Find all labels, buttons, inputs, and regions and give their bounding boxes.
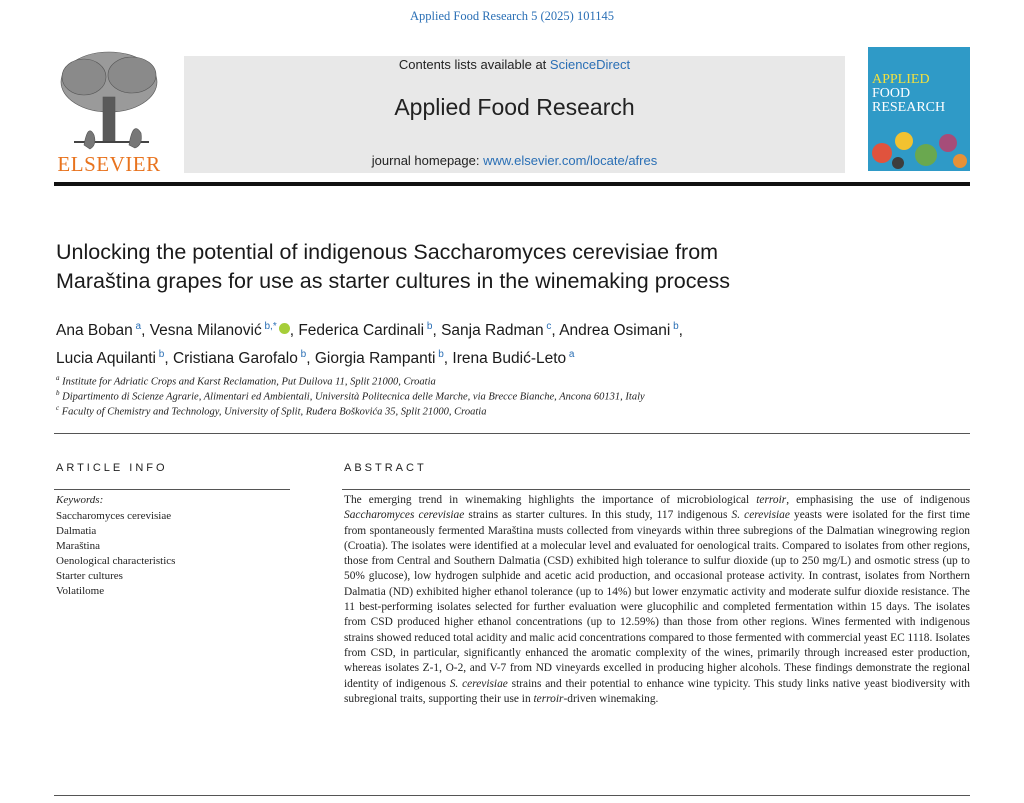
- affiliation-sup: a: [56, 374, 60, 382]
- abstract-rule: [342, 489, 970, 490]
- article-title-line-1: Unlocking the potential of indigenous Saccharomyces cerevisiae from: [56, 240, 719, 264]
- homepage-link[interactable]: www.elsevier.com/locate/afres: [483, 153, 658, 168]
- affiliation-marker[interactable]: c: [543, 321, 552, 332]
- keyword-item: Saccharomyces cerevisiae: [56, 510, 172, 522]
- header-divider: [54, 182, 970, 186]
- affiliation-marker[interactable]: b: [424, 321, 433, 332]
- article-title-line-2: Maraština grapes for use as starter cultures in the winemaking process: [56, 269, 730, 293]
- affiliation-line: [56, 374, 956, 388]
- affiliation-line: [56, 389, 956, 403]
- affiliation-marker[interactable]: b: [435, 349, 444, 361]
- keyword-item: Volatilome: [56, 585, 105, 597]
- orcid-icon[interactable]: [279, 323, 290, 334]
- contents-prefix: Contents lists available at: [398, 57, 550, 72]
- author-separator: ,: [551, 322, 560, 340]
- journal-cover-image[interactable]: [868, 47, 970, 171]
- keywords-label: Keywords:: [56, 494, 104, 506]
- author-name[interactable]: Irena Budić-Leto: [452, 350, 567, 368]
- cover-title-line-3: RESEARCH: [872, 100, 946, 115]
- homepage-prefix: journal homepage:: [371, 153, 484, 168]
- sciencedirect-link[interactable]: ScienceDirect: [549, 57, 631, 72]
- author-separator: ,: [164, 350, 173, 368]
- keyword-item: Maraština: [56, 540, 100, 552]
- affiliation-line: [56, 404, 956, 418]
- affiliation-marker[interactable]: b: [155, 349, 165, 361]
- author-separator: ,: [432, 322, 442, 340]
- author-line-1: [56, 315, 936, 343]
- author-name[interactable]: Sanja Radman: [441, 322, 544, 340]
- cover-food-illustration: [868, 119, 970, 171]
- abstract-text: The emerging trend in winemaking highlights the importance of microbiological terroir, emphasising the use of indigenous Saccharomyces cerevisiae strains as starter cultures. In this study, 117 indigenous S. cerevisiae yeasts were isolated for the first time from spontaneously fermented Maraština musts collected from vineyards within three subregions of the Dalmatian winegrowing region (Croatia). The isolates were identified at a molecular level and evaluated for oenological traits. Compared to isolates from other regions, those from Central and Southern Dalmatia (CSD) exhibited high tolerance to sulfur dioxide (up to 250 mg/L) and osmotic stress (up to 50% glucose), low hydrogen sulphide and acetic acid production, and occasional protease activity. In contrast, isolates from Northern Dalmatia (ND) exhibited higher ethanol tolerance (up to 14%) but lower enzymatic activity and moderate sulfur dioxide resistance. The 11 best-performing isolates selected for further evaluation were glucophilic and completed fermentation within 15 days. The isolates from CSD produced higher ethanol concentrations (up to 12.59%) than those from other regions. Wines fermented with indigenous strains showed reduced total acidity and malic acid concentrations compared to those fermented with commercial yeast EC 1118. Isolates from CSD, in particular, significantly enhanced the aromatic complexity of the wines, primarily through increased ester production, whereas isolates Z-1, O-2, and V-7 from ND vineyards excelled in producing higher alcohols. These findings demonstrate the regional identity of indigenous S. cerevisiae strains and their potential to enhance wine typicity. This study links native yeast biodiversity with subregional traits, supporting their use in terroir-driven winemaking.: [344, 494, 970, 705]
- affiliation-marker[interactable]: a: [566, 349, 575, 361]
- section-divider: [54, 433, 970, 434]
- journal-title: Applied Food Research: [394, 94, 635, 120]
- affiliation-marker[interactable]: a: [132, 321, 142, 332]
- author-line-2: [56, 343, 936, 371]
- affiliation-marker[interactable]: b: [670, 321, 679, 332]
- keyword-item: Oenological characteristics: [56, 555, 176, 567]
- author-list: [56, 315, 936, 371]
- keyword-item: Starter cultures: [56, 570, 123, 582]
- affiliation-text: Faculty of Chemistry and Technology, University of Split, Ruđera Boškovića 35, Split 21000, Croatia: [59, 406, 487, 418]
- author-name[interactable]: Giorgia Rampanti: [314, 350, 436, 368]
- keywords-list: [56, 509, 175, 599]
- keyword-item: Dalmatia: [56, 525, 97, 537]
- author-name[interactable]: Cristiana Garofalo: [172, 350, 298, 368]
- affiliation-sup: c: [56, 404, 60, 412]
- author-name[interactable]: Lucia Aquilanti: [56, 350, 156, 368]
- author-name[interactable]: Federica Cardinali: [298, 322, 425, 340]
- bottom-rule: [54, 795, 970, 796]
- affiliation-marker[interactable]: b: [297, 349, 307, 361]
- affiliation-marker[interactable]: b,*: [261, 321, 277, 332]
- author-separator: ,: [306, 350, 315, 368]
- cover-title-line-1: APPLIED: [872, 72, 930, 87]
- journal-citation[interactable]: Applied Food Research 5 (2025) 101145: [409, 9, 615, 23]
- author-separator: ,: [141, 322, 150, 340]
- abstract-heading: ABSTRACT: [344, 462, 427, 474]
- author-separator: ,: [289, 322, 299, 340]
- author-name[interactable]: Andrea Osimani: [559, 322, 671, 340]
- article-info-rule: [54, 489, 290, 490]
- elsevier-logo-text[interactable]: ELSEVIER: [57, 152, 161, 176]
- cover-title: [872, 73, 968, 115]
- affiliation-text: Dipartimento di Scienze Agrarie, Alimentari ed Ambientali, Università Politecnica delle Marche, via Brecce Bianche, Ancona 60131, Italy: [59, 391, 645, 403]
- article-info-heading: ARTICLE INFO: [56, 462, 168, 474]
- cover-title-line-2: FOOD: [872, 86, 911, 101]
- author-name[interactable]: Ana Boban: [56, 322, 133, 340]
- author-separator: ,: [443, 350, 453, 368]
- author-separator: ,: [678, 322, 683, 340]
- author-name[interactable]: Vesna Milanović: [149, 322, 262, 340]
- homepage-line: [184, 153, 845, 168]
- affiliation-text: Institute for Adriatic Crops and Karst Reclamation, Put Duilova 11, Split 21000, Croatia: [59, 376, 436, 388]
- article-title: [56, 238, 956, 296]
- affiliation-sup: b: [56, 389, 60, 397]
- contents-line: [184, 57, 845, 72]
